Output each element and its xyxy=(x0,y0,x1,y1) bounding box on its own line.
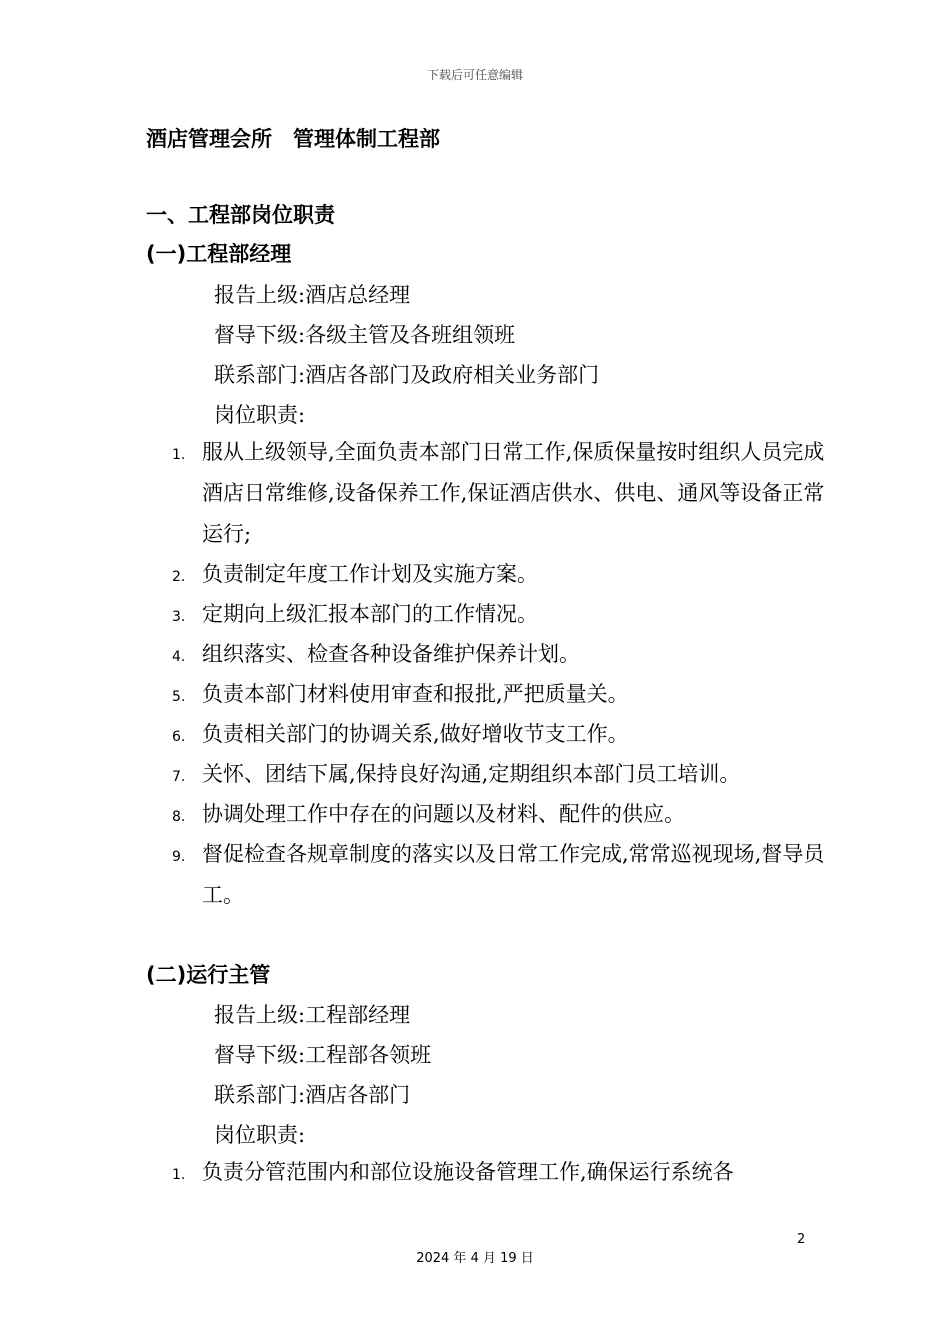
report-to-line: 报告上级:工程部经理 xyxy=(214,1003,411,1027)
section-heading-1: 一、工程部岗位职责 xyxy=(146,203,335,227)
page-number: 2 xyxy=(797,1232,806,1247)
report-to-line: 报告上级:酒店总经理 xyxy=(214,283,411,307)
document-title: 酒店管理会所 管理体制工程部 xyxy=(146,127,440,151)
list-number: 9. xyxy=(172,849,186,865)
list-item: 关怀、团结下属,保持良好沟通,定期组织本部门员工培训。 xyxy=(202,762,741,786)
list-item: 督促检查各规章制度的落实以及日常工作完成,常常巡视现场,督导员工。 xyxy=(202,842,825,907)
list-number: 7. xyxy=(172,769,186,785)
list-item: 组织落实、检查各种设备维护保养计划。 xyxy=(202,642,580,666)
list-item: 负责制定年度工作计划及实施方案。 xyxy=(202,562,538,586)
page-header: 下载后可任意编辑 xyxy=(426,68,523,82)
contact-dept-line: 联系部门:酒店各部门 xyxy=(214,1083,411,1107)
list-number: 6. xyxy=(172,729,186,745)
list-number: 8. xyxy=(172,809,186,825)
list-item: 定期向上级汇报本部门的工作情况。 xyxy=(202,602,538,626)
list-number: 5. xyxy=(172,689,186,705)
list-item: 负责分管范围内和部位设施设备管理工作,确保运行系统各 xyxy=(202,1160,734,1184)
list-item: 负责相关部门的协调关系,做好增收节支工作。 xyxy=(202,722,629,746)
list-number: 3. xyxy=(172,609,186,625)
contact-dept-line: 联系部门:酒店各部门及政府相关业务部门 xyxy=(214,363,600,387)
subsection-heading-operations-supervisor: (二)运行主管 xyxy=(146,963,271,987)
list-number: 2. xyxy=(172,569,186,585)
list-number: 4. xyxy=(172,649,186,665)
supervise-line: 督导下级:各级主管及各班组领班 xyxy=(214,323,516,347)
duties-label: 岗位职责: xyxy=(214,1123,306,1147)
duties-label: 岗位职责: xyxy=(214,403,306,427)
footer-date: 2024 年 4 月 19 日 xyxy=(416,1251,534,1266)
list-item: 服从上级领导,全面负责本部门日常工作,保质保量按时组织人员完成酒店日常维修,设备保养工作,保证酒店供水、供电、通风等设备正常运行; xyxy=(202,440,825,546)
list-item: 协调处理工作中存在的问题以及材料、配件的供应。 xyxy=(202,802,685,826)
list-item: 负责本部门材料使用审查和报批,严把质量关。 xyxy=(202,682,629,706)
list-number: 1. xyxy=(172,447,186,463)
subsection-heading-manager: (一)工程部经理 xyxy=(146,242,292,266)
supervise-line: 督导下级:工程部各领班 xyxy=(214,1043,432,1067)
list-number: 1. xyxy=(172,1167,186,1183)
